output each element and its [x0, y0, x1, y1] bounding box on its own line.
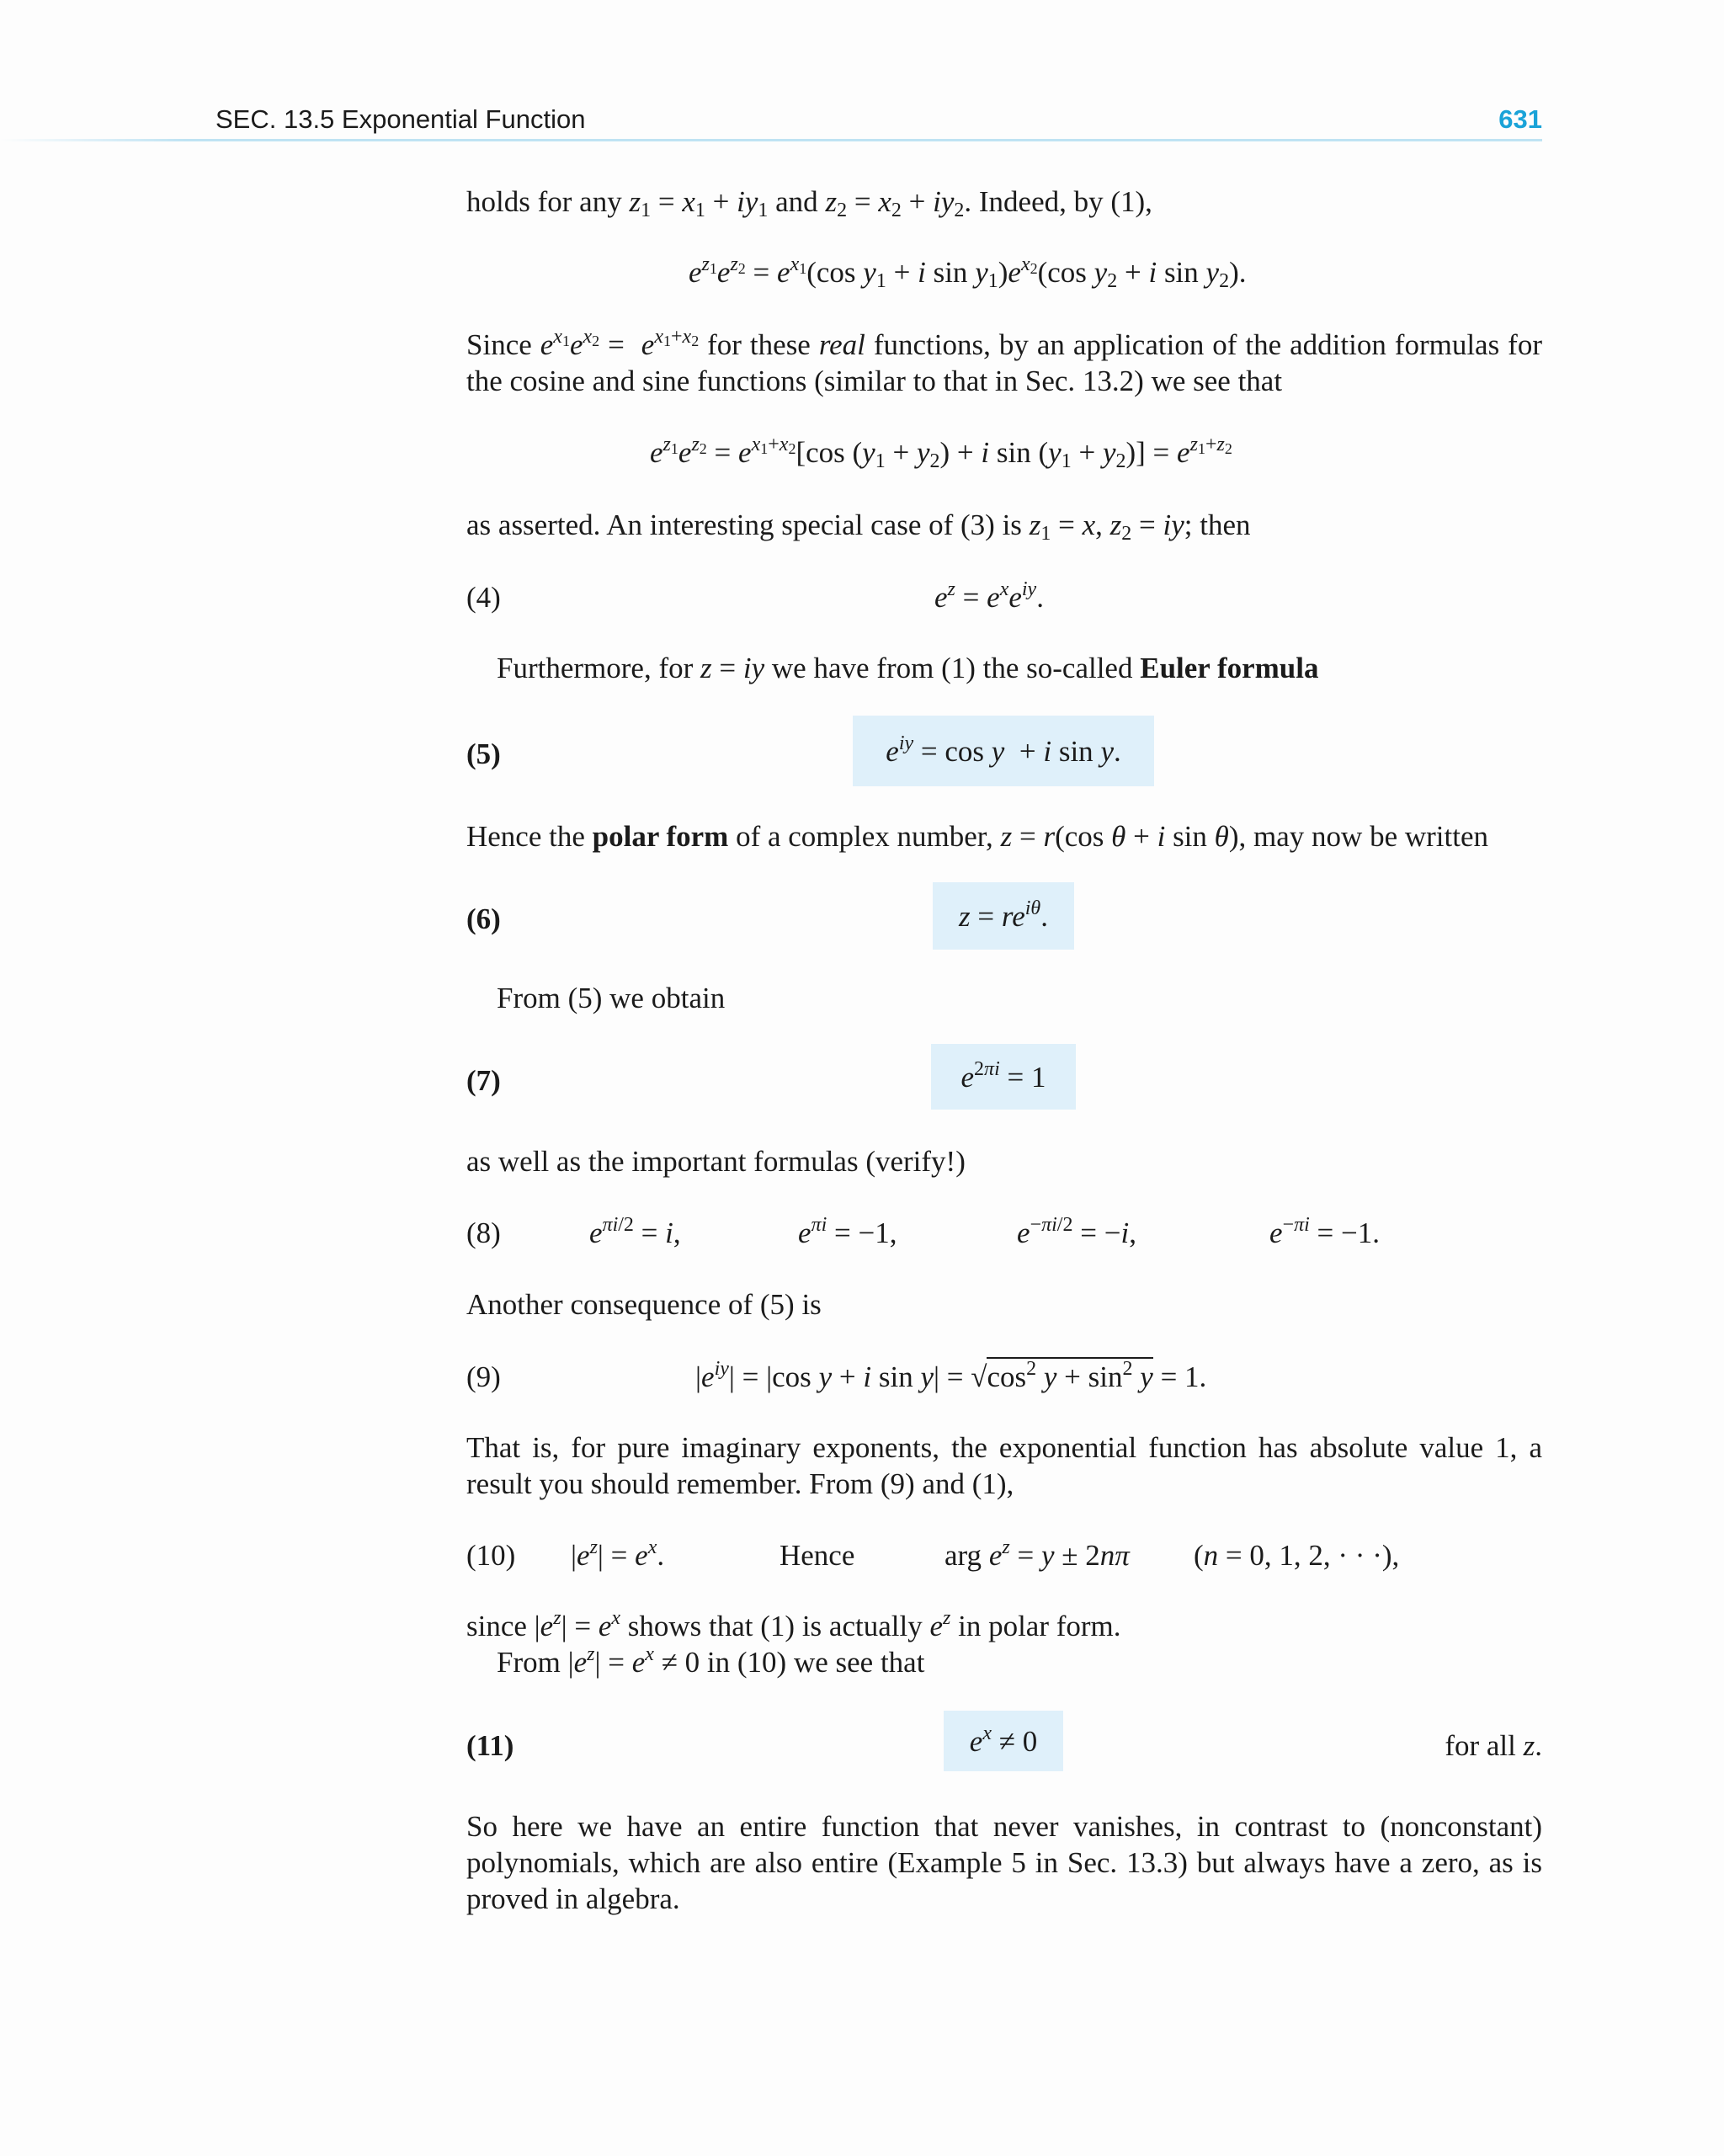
section-title: SEC. 13.5 Exponential Function — [216, 104, 586, 134]
eq11-number: (11) — [466, 1729, 514, 1762]
equation-9: $|e^{iy}| = |\cos$ y + i $\sin y| = √\cos^2$ $y + \sin^2 y = 1$. — [695, 1358, 1207, 1393]
paragraph-1: holds for any $z_1 = x_1 + iy_1$ and $z_2 = x_2 + iy_2$. Indeed, by (1), — [466, 185, 1152, 221]
eq10-part-4: (n = 0, 1, 2, · · ·), — [1194, 1539, 1400, 1572]
eq10-part-2: Hence — [780, 1539, 855, 1572]
equation-sum: $e^{z_1}e^{z_2} = e^{x_1+x_2}[\cos$ $(y_1 + y_2) + i$ $\sin (y_1 + y_2)] = e^{z_1+z_2}$ — [650, 434, 1232, 472]
paragraph-4: Furthermore, for z = iy we have from (1) the so-called Euler formula — [497, 652, 1319, 684]
eq8-part-2: $e^{\pi i} = -1$, — [798, 1214, 897, 1249]
euler-formula-box: $e^{iy} = \cos y + i$ sin y. — [853, 716, 1154, 786]
eq10-number: (10) — [466, 1539, 516, 1572]
paragraph-3: as asserted. An interesting special case of (3) is $z_1 = x$, $z_2$ = iy; then — [466, 508, 1251, 545]
eq8-number: (8) — [466, 1216, 501, 1249]
eq10-part-3: arg $e^z = y \pm 2n\pi$ — [944, 1536, 1130, 1572]
eq7-number: (7) — [466, 1064, 501, 1097]
paragraph-12: So here we have an entire function that never vanishes, in contrast to (nonconstant) polynomials, which are also entire (Example 5 in Sec. 13.3) but always have a zero, as is proved in algebra. — [466, 1810, 1542, 1915]
paragraph-5: Hence the polar form of a complex number, z = r(cos θ + i sin θ), may now be written — [466, 820, 1488, 853]
running-header — [216, 104, 1542, 138]
page-number: 631 — [1498, 104, 1542, 134]
eq9-number: (9) — [466, 1360, 501, 1393]
polar-form-box: $z = re^{i\theta}$. — [933, 882, 1074, 950]
equation-4: $e^z = e^xe^{iy}$. — [934, 578, 1044, 614]
eq8-part-4: $e^{-\pi i} = -1$. — [1269, 1214, 1381, 1249]
paragraph-7: as well as the important formulas (verify!) — [466, 1145, 966, 1178]
eq10-part-1: $|e^z| = e^x$. — [571, 1536, 665, 1572]
eq4-number: (4) — [466, 581, 501, 614]
equation-product: $e^{z_1}e^{z_2} = e^{x_1}(\cos$ $y_1 + i$ $\sin y_1)e^{x_2}(\cos$ $y_2 + i$ $\sin y_2$). — [689, 253, 1247, 292]
paragraph-6: From (5) we obtain — [497, 982, 726, 1014]
eq11-suffix: for all z. — [1445, 1729, 1542, 1762]
eq8-part-1: $e^{\pi i/2} = i$, — [589, 1214, 681, 1249]
eq5-number: (5) — [466, 737, 501, 770]
paragraph-9: That is, for pure imaginary exponents, the exponential function has absolute value 1, a result you should remember. From (9) and (1), — [466, 1431, 1542, 1500]
eq6-number: (6) — [466, 902, 501, 935]
paragraph-10: since $|e^z| = e^x$ shows that (1) is actually $e^z$ in polar form. — [466, 1607, 1121, 1642]
eq7-box: $e^{2\pi i} = 1$ — [931, 1044, 1076, 1110]
paragraph-8: Another consequence of (5) is — [466, 1288, 822, 1321]
header-rule — [0, 139, 1542, 141]
paragraph-2: Since $e^{x_1}e^{x_2} = e^{x_1+x_2}$ for these real functions, by an application of the addition formulas for the cosine and sine functions (similar to that in Sec. 13.2) we see that — [466, 326, 1542, 397]
eq8-part-3: $e^{-\pi i/2} = -i$, — [1017, 1214, 1136, 1249]
paragraph-11: From $|e^z| = e^x \ne 0$ in (10) we see that — [497, 1643, 925, 1679]
eq11-box: $e^x \ne 0$ — [944, 1711, 1063, 1771]
